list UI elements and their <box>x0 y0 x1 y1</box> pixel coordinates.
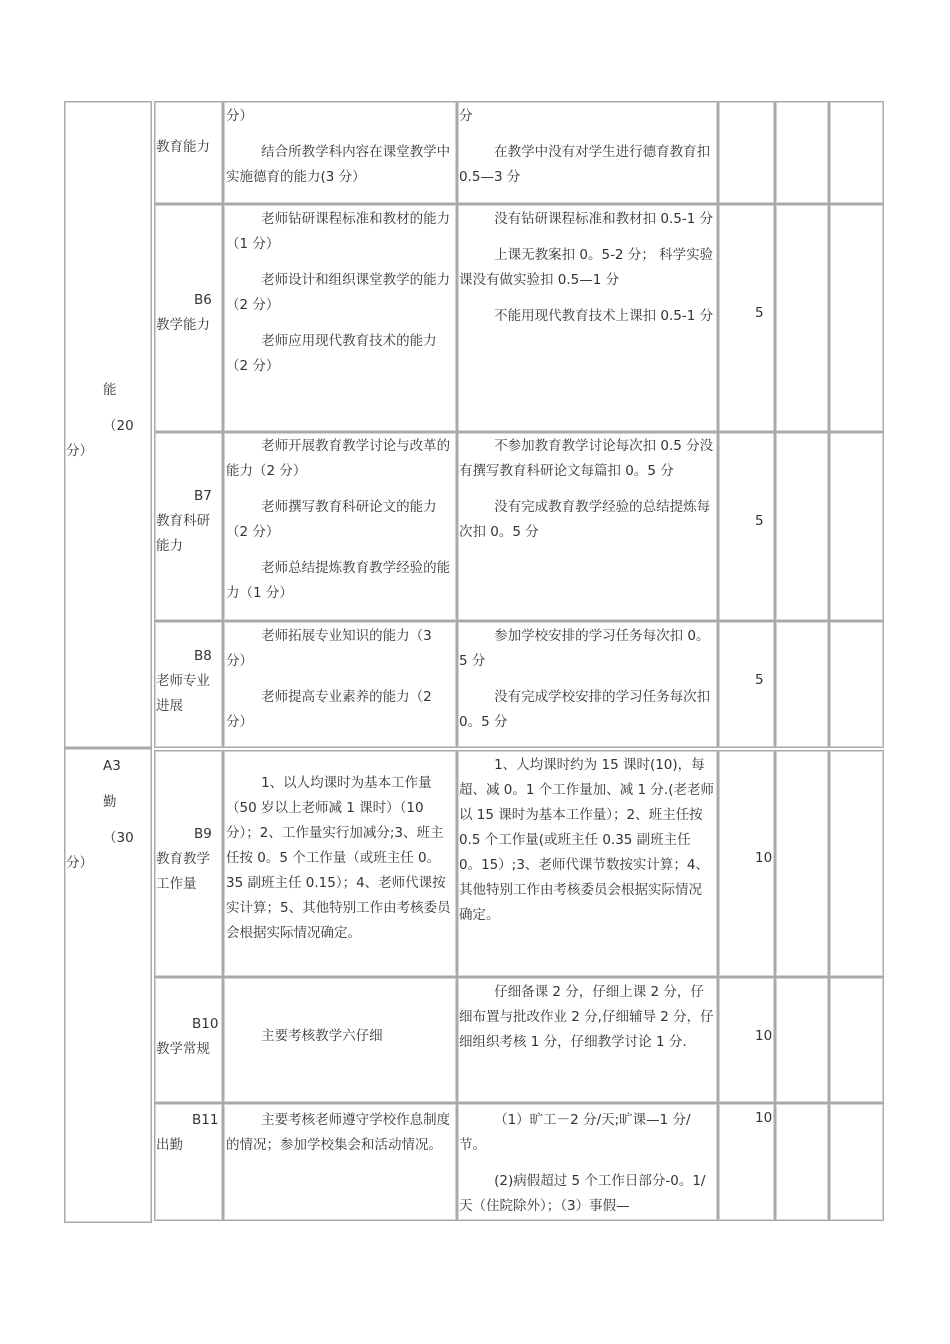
row3-f-cell <box>775 621 829 748</box>
row1-e-cell <box>718 204 775 432</box>
row3-standard <box>459 624 714 735</box>
row4-score: 10 <box>755 850 773 866</box>
row2-g-cell <box>829 432 884 621</box>
row0-g-cell <box>829 101 884 204</box>
row0-name: 教育能力 <box>156 139 210 155</box>
row4-g-cell <box>829 750 884 977</box>
col-a-block-1-line1: 能 <box>103 382 117 398</box>
row1-g-cell <box>829 204 884 432</box>
row5-f-cell <box>775 977 829 1103</box>
row2-name: 教育科研能力 <box>156 513 210 554</box>
row3-name: 老师专业进展 <box>156 673 210 714</box>
row2-content-p3: 老师总结提炼教育教学经验的能力（1 分） <box>226 560 451 601</box>
row0-content-p2: 结合所教学科内容在课堂教学中实施德育的能力(3 分） <box>226 144 451 185</box>
row6-standard-p2: (2)病假超过 5 个工作日部分-0。1/天（住院除外）；（3）事假— <box>459 1173 706 1214</box>
row1-content-p1: 老师钻研课程标准和教材的能力（1 分） <box>226 211 451 252</box>
row4-content-p1: 1、以人均课时为基本工作量（50 岁以上老师减 1 课时）（10 分）；2、工作量实行加减分;3、班主任按 0。5 个工作量（或班主任 0。35 副班主任 0.15）；4、老师代课按实计算；5、其他特别工作由考核委员会根据实际情况确定。 <box>226 775 451 941</box>
row5-standard <box>459 980 715 1055</box>
row6-name: 出勤 <box>156 1137 183 1153</box>
row5-g-cell <box>829 977 884 1103</box>
row6-f-cell <box>775 1103 829 1221</box>
row0-e-cell <box>718 101 775 204</box>
row0-standard-p1: 分 <box>459 108 473 124</box>
col-a-block-2-name: 勤 <box>103 794 117 810</box>
row0-standard-p2: 在教学中没有对学生进行德育教育扣 0.5—3 分 <box>459 144 711 185</box>
col-a-block-1-line3: 分） <box>66 443 93 459</box>
row3-content-p1: 老师拓展专业知识的能力（3 分） <box>226 628 432 669</box>
row3-content <box>226 624 452 735</box>
col-a-block-2-line3: 分） <box>66 855 93 871</box>
row4-standard <box>459 753 715 928</box>
row6-standard <box>459 1108 714 1219</box>
row4-name: 教育教学工作量 <box>156 851 210 892</box>
row1-code: B6 <box>194 292 212 308</box>
row4-content <box>226 771 452 946</box>
row6-content-p1: 主要考核老师遵守学校作息制度的情况；参加学校集会和活动情况。 <box>226 1112 451 1153</box>
row6-g-cell <box>829 1103 884 1221</box>
row3-code: B8 <box>194 648 212 664</box>
row1-content <box>226 207 452 379</box>
row3-g-cell <box>829 621 884 748</box>
row3-score: 5 <box>755 672 764 688</box>
row1-content-p2: 老师设计和组织课堂教学的能力（2 分） <box>226 272 451 313</box>
row4-f-cell <box>775 750 829 977</box>
row2-content <box>226 434 452 606</box>
row2-content-p1: 老师开展教育教学讨论与改革的能力（2 分） <box>226 438 451 479</box>
row1-f-cell <box>775 204 829 432</box>
col-a-block-2 <box>64 748 152 1223</box>
row4-code: B9 <box>194 826 212 842</box>
row5-standard-p1: 仔细备课 2 分，仔细上课 2 分，仔细布置与批改作业 2 分,仔细辅导 2 分，仔细组织考核 1 分，仔细教学讨论 1 分. <box>459 984 714 1050</box>
col-a-block-2-line2: （30 <box>103 830 134 846</box>
row2-f-cell <box>775 432 829 621</box>
row1-content-p3: 老师应用现代教育技术的能力（2 分） <box>226 333 437 374</box>
row2-score: 5 <box>755 513 764 529</box>
row6-score: 10 <box>755 1110 773 1126</box>
row1-standard-p1: 没有钻研课程标准和教材扣 0.5-1 分 <box>494 211 714 227</box>
row2-e-cell <box>718 432 775 621</box>
row0-f-cell <box>775 101 829 204</box>
row1-standard-p2: 上课无教案扣 0。5-2 分； 科学实验课没有做实验扣 0.5—1 分 <box>459 247 714 288</box>
row3-standard-p1: 参加学校安排的学习任务每次扣 0。5 分 <box>459 628 710 669</box>
row2-code: B7 <box>194 488 212 504</box>
row5-content-p1: 主要考核教学六仔细 <box>261 1028 383 1044</box>
row2-standard-p2: 没有完成教育教学经验的总结提炼每次扣 0。5 分 <box>459 499 711 540</box>
row2-content-p2: 老师撰写教育科研论文的能力（2 分） <box>226 499 437 540</box>
col-a-block-1-line2: （20 <box>103 418 134 434</box>
row2-standard-p1: 不参加教育教学讨论每次扣 0.5 分没有撰写教育科研论文每篇扣 0。5 分 <box>459 438 714 479</box>
row6-code: B11 <box>192 1112 219 1128</box>
row5-content <box>226 1024 452 1049</box>
row5-code: B10 <box>192 1016 219 1032</box>
row1-score: 5 <box>755 305 764 321</box>
row4-standard-p1: 1、人均课时约为 15 课时(10)，每超、减 0。1 个工作量加、减 1 分.(老老师以 15 课时为基本工作量）；2、班主任按 0.5 个工作量(或班主任 0.35 副班主任 0。15）;3、老师代课节数按实计算；4、其他特别工作由考核委员会根据实际情况确定。 <box>459 757 714 923</box>
row2-standard <box>459 434 714 545</box>
row1-name: 教学能力 <box>156 317 210 333</box>
row3-e-cell <box>718 621 775 748</box>
row1-standard <box>459 207 714 329</box>
row1-standard-p3: 不能用现代教育技术上课扣 0.5-1 分 <box>494 308 714 324</box>
row3-standard-p2: 没有完成学校安排的学习任务每次扣 0。5 分 <box>459 689 711 730</box>
row0-standard <box>459 104 714 190</box>
row6-standard-p1: （1）旷工－2 分/天;旷课—1 分/节。 <box>459 1112 691 1153</box>
row6-content <box>226 1108 452 1158</box>
row0-content-p1: 分） <box>226 108 253 124</box>
row5-name: 教学常规 <box>156 1041 210 1057</box>
row0-content <box>226 104 452 190</box>
row3-content-p2: 老师提高专业素养的能力（2 分） <box>226 689 432 730</box>
row5-score: 10 <box>755 1028 773 1044</box>
col-a-block-2-code: A3 <box>103 758 121 774</box>
